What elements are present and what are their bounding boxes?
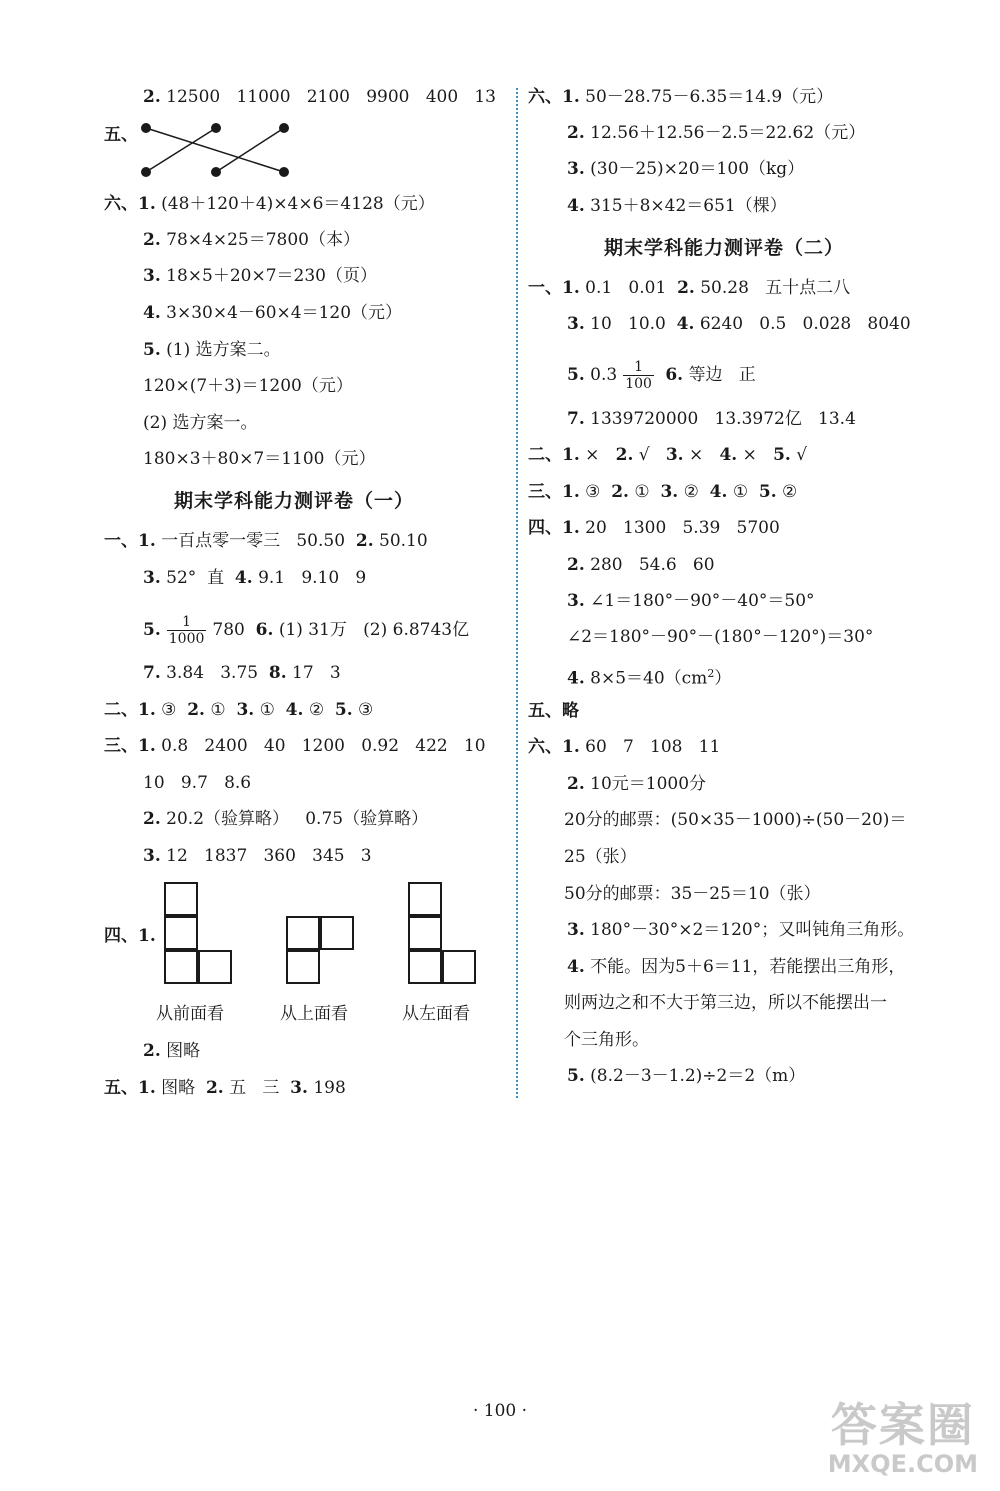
e2-liu-4b: 则两边之和不大于第三边，所以不能摆出一 <box>564 993 887 1013</box>
e2-si-2: 2. 280 54.6 60 <box>567 555 715 575</box>
e2-liu-2c: 25（张） <box>564 847 637 867</box>
e2-liu-2b: 20分的邮票：(50×35－1000)÷(50－20)＝ <box>564 810 907 830</box>
left-liu-5-calc1: 120×(7＋3)＝1200（元） <box>143 376 353 396</box>
e1-san-3: 3. 12 1837 360 345 3 <box>143 846 372 866</box>
e2-liu-1: 六、1. 60 7 108 11 <box>528 737 721 757</box>
e2-wu: 五、略 <box>528 701 579 721</box>
view-label-top: 从上面看 <box>280 1004 348 1024</box>
fraction-1-100: $\frac{1}{100}$ <box>625 359 652 392</box>
e2-si-3b: ∠2＝180°－90°－(180°－120°)＝30° <box>567 627 874 647</box>
e2-si-3a: 3. ∠1＝180°－90°－40°＝50° <box>567 591 815 611</box>
watermark-logo: 答案圈 MXQE.COM <box>827 1398 978 1478</box>
left-liu-3: 3. 18×5＋20×7＝230（页） <box>143 266 377 286</box>
e1-san-1: 三、1. 0.8 2400 40 1200 0.92 422 10 <box>104 736 486 756</box>
left-liu-5: 5. (1) 选方案二。 <box>143 340 281 360</box>
e2-si-1: 四、1. 20 1300 5.39 5700 <box>528 518 780 538</box>
fraction-1-1000: $\frac{1}{1000}$ <box>168 614 205 647</box>
e2-yi-5-6: 5. 0.3 $\frac{1}{100}$ 6. 等边 正 <box>567 359 756 392</box>
left-q2-values: 2. 12500 11000 2100 9900 400 13 <box>143 87 496 107</box>
e2-liu-3: 3. 180°－30°×2＝120°；又叫钝角三角形。 <box>567 920 915 940</box>
e1-si-1-label: 四、1. <box>104 926 156 946</box>
view-label-front: 从前面看 <box>156 1004 224 1024</box>
e1-yi-3-4: 3. 52° 直 4. 9.1 9.10 9 <box>143 568 367 588</box>
e1-si-2: 2. 图略 <box>143 1041 201 1061</box>
e2-liu-2d: 50分的邮票：35－25＝10（张） <box>564 884 821 904</box>
e1-yi-7-8: 7. 3.84 3.75 8. 17 3 <box>143 663 341 683</box>
e2-san: 三、1. ③ 2. ① 3. ② 4. ① 5. ② <box>528 482 798 502</box>
e2-liu-5: 5. (8.2－3－1.2)÷2＝2（m） <box>567 1066 806 1086</box>
right-liu-2: 2. 12.56＋12.56－2.5＝22.62（元） <box>567 123 866 143</box>
left-liu-5-calc2: 180×3＋80×7＝1100（元） <box>143 449 376 469</box>
column-divider <box>516 88 518 1098</box>
left-liu-4: 4. 3×30×4－60×4＝120（元） <box>143 303 403 323</box>
e2-liu-4c: 个三角形。 <box>564 1030 649 1050</box>
e2-liu-2: 2. 10元＝1000分 <box>567 774 707 794</box>
e1-er: 二、1. ③ 2. ① 3. ① 4. ② 5. ③ <box>104 700 374 720</box>
e2-yi-3-4: 3. 10 10.0 4. 6240 0.5 0.028 8040 <box>567 314 911 334</box>
e1-san-1b: 10 9.7 8.6 <box>143 773 252 793</box>
e2-yi-7: 7. 1339720000 13.3972亿 13.4 <box>567 409 856 429</box>
left-liu-5-b: (2) 选方案一。 <box>143 413 258 433</box>
view-label-left: 从左面看 <box>402 1004 470 1024</box>
e1-wu: 五、1. 图略 2. 五 三 3. 198 <box>104 1078 346 1098</box>
e2-si-4: 4. $8\times 5=40(cm^2)$ <box>567 667 732 689</box>
page-number: · 100 · <box>472 1401 528 1421</box>
right-liu-4: 4. 315＋8×42＝651（棵） <box>567 196 787 216</box>
left-liu-2: 2. 78×4×25＝7800（本） <box>143 230 360 250</box>
e1-yi-1-2: 一、1. 一百点零一零三 50.50 2. 50.10 <box>104 531 428 551</box>
left-liu-1: 六、1. (48＋120＋4)×4×6＝4128（元） <box>104 194 435 214</box>
e2-er: 二、1. × 2. √ 3. × 4. × 5. √ <box>528 445 808 465</box>
right-liu-3: 3. (30－25)×20＝100（kg） <box>567 159 805 179</box>
exam2-title: 期末学科能力测评卷（二） <box>604 237 845 259</box>
e1-san-2: 2. 20.2（验算略） 0.75（验算略） <box>143 809 429 829</box>
exam1-title: 期末学科能力测评卷（一） <box>174 490 415 512</box>
right-liu-1: 六、1. 50－28.75－6.35＝14.9（元） <box>528 87 834 107</box>
e1-yi-5-6: 5. $\frac{1}{1000}$ 780 6. (1) 31万 (2) 6.8743亿 <box>143 614 470 647</box>
matching-lines-diagram <box>136 118 296 182</box>
e2-yi-1-2: 一、1. 0.1 0.01 2. 50.28 五十点二八 <box>528 278 851 298</box>
e2-liu-4a: 4. 不能。因为5＋6＝11，若能摆出三角形， <box>567 957 906 977</box>
left-wu-label: 五、 <box>104 125 138 145</box>
